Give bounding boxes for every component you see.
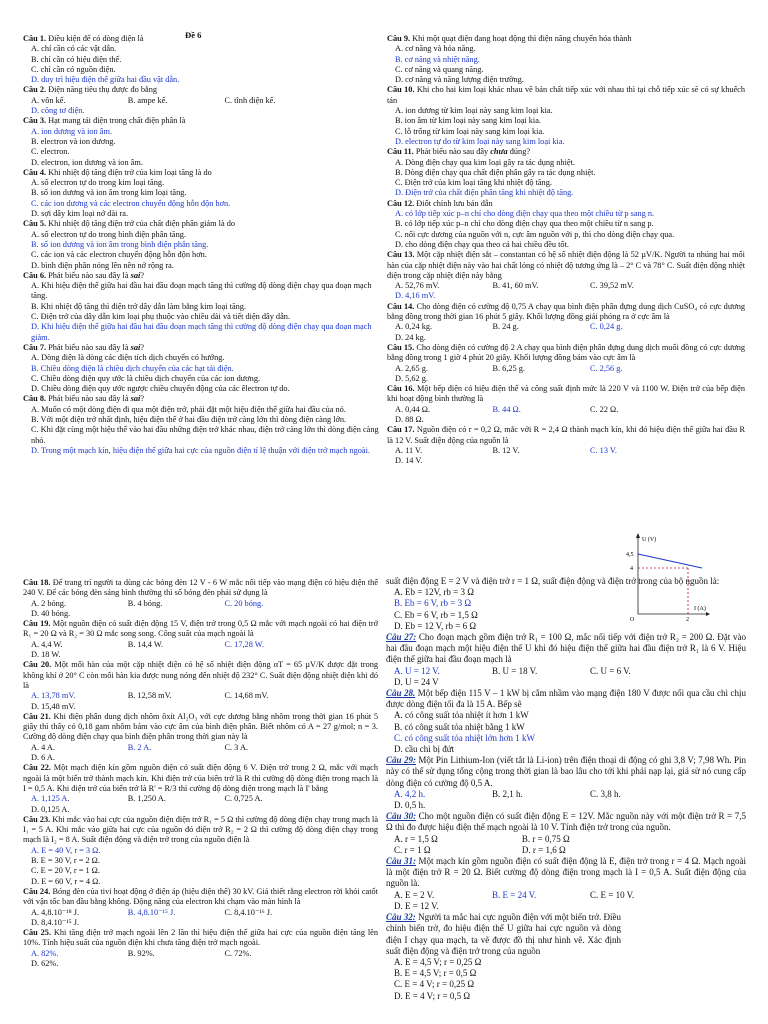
answer-option[interactable]: B. cơ năng và nhiệt năng. [395,54,480,64]
answer-option[interactable]: C. 0,725 A. [224,794,263,804]
options [386,666,746,688]
question [386,755,746,789]
question-text: Một Pin Lithium-Ion (viết tắt là Li-ion) trên điện thoại di động có ghi 3,8 V; 7,98 Wh. Pin này có thể sử dụng tổng cộng trong thời gian là bao lâu cho tới khi phải nạp lại, giả sử nó cung cấp dòng điện có cường độ 0,5 A. [386,755,746,788]
options [23,96,378,117]
answer-option[interactable]: D. 62%. [31,958,59,968]
x-axis-label: I (A) [694,606,706,612]
question-number: Câu 27: [386,632,417,643]
answer-option[interactable]: B. 2,1 h. [492,788,523,799]
question-number: Câu 13. [387,250,415,260]
question-number: Câu 18. [23,578,51,587]
question [23,271,378,281]
answer-option[interactable]: D. cầu chì bị đứt [394,744,455,755]
answer-option[interactable]: A. 13,78 mV. [31,691,76,701]
answer-option[interactable]: C. 0,24 g. [590,322,623,332]
answer-option[interactable]: D. 0,5 h. [394,800,426,811]
question-number: Câu 11. [387,147,414,157]
options [387,158,745,199]
options [386,789,746,811]
answer-option[interactable]: A. Dòng điện là dòng các điện tích dịch chuyển có hướng. [31,353,225,363]
answer-option[interactable]: A. E = 2 V. [394,889,435,900]
answer-option[interactable]: B. có lớp tiếp xúc p–n chỉ cho dòng điện chạy qua theo một chiều từ n sang p. [395,219,654,229]
answer-option[interactable]: A. Eb = 12V, rb = 3 Ω [394,587,474,598]
answer-option[interactable]: B. 92%. [127,948,155,958]
u-i-line [638,554,702,568]
question [23,168,378,178]
answer-option[interactable]: A. có công suất tỏa nhiệt ít hơn 1 kW [394,710,529,721]
question-text: Nguồn điện có r = 0,2 Ω, mắc với R = 2,4 Ω thành mạch kín, khi đó hiệu điện thế giữa hai đầu R là 12 V. Suất điện động của nguồn là [387,425,746,445]
question [23,660,378,691]
answer-option[interactable]: D. 40 bóng. [31,608,71,618]
question-text: Khi tăng điện trở mạch ngoài lên 2 lần thì hiệu điện thế giữa hai cực của nguồn điện tăng lên 10%. Tính hiệu suất của nguồn điện khi chưa tăng điện trở mạch ngoài. [23,928,378,948]
answer-option[interactable]: C. 3 A. [224,742,249,752]
options [23,353,378,394]
question-text-end: ? [140,342,144,352]
question-text: Điều kiện để có dòng điện là [46,34,144,43]
answer-option[interactable]: A. 1,125 A. [31,794,70,804]
question-number: Câu 30: [386,811,417,822]
answer-option[interactable]: B. Với một điện trở nhất định, hiệu điện thế ở hai đầu điện trở càng lớn thì dòng điện càng lớn. [31,414,347,424]
answer-option[interactable]: B. Khi nhiệt độ tăng thì điện trở dây dẫn làm bằng kim loại tăng. [31,301,246,311]
answer-option[interactable]: C. các ion dương và các electron chuyển động hỗn độn hơn. [31,198,231,208]
answer-option[interactable]: A. 0,24 kg. [395,322,433,332]
answer-option[interactable]: B. Dòng điện chạy qua chất điện phân gây ra tác dụng nhiệt. [395,167,596,177]
answer-option[interactable]: A. 82%. [31,948,59,958]
question-text: Hạt mang tải điện trong chất điện phân là [46,116,186,126]
question-text: Cho dòng điện có cường độ 2 A chạy qua bình điện phân đựng dung dịch muối đồng có cực dương bằng đồng trong 1 giờ 4 phút 20 giây. Khối lượng đồng bám vào cực âm là [387,342,745,363]
answer-option[interactable]: B. số ion dương và ion âm trong bình điện phân tăng. [31,239,209,249]
answer-option[interactable]: D. 88 Ω. [395,414,424,424]
answer-option[interactable]: C. E = 20 V, r = 1 Ω. [31,866,100,876]
question-text: Phát biểu nào sau đây [413,147,491,157]
question [23,116,378,126]
answer-option[interactable]: B. chỉ cần có hiệu điện thế. [31,54,122,64]
options [387,322,745,343]
origin-label: O [630,617,635,622]
answer-option[interactable]: C. 72%. [224,948,252,958]
question [23,928,378,949]
question-text-end: ? [140,394,144,404]
question-text: Người ta mắc hai cực nguồn điện với một biến trở. Điều chỉnh biến trở, đo hiệu điện thế U giữa hai cực nguồn và dòng điện I chạy qua mạch, ta vẽ được đồ thị như hình vẽ. Xác định suất điện động và điện trở trong của nguồn [386,912,621,956]
answer-option[interactable]: A. số electron tự do trong bình điện phân tăng. [31,229,186,239]
question [23,578,378,599]
answer-option[interactable]: D. electron, ion dương và ion âm. [31,157,143,167]
options [387,281,745,302]
options [23,908,378,929]
question-text-end: đúng? [507,147,531,157]
answer-option[interactable]: C. Chiều dòng điện quy ước là chiều dịch chuyển của các ion dương. [31,373,261,383]
question-text: Khi nhiệt độ tăng điện trở của kim loại tăng là do [46,167,212,177]
answer-option[interactable]: A. 0,44 Ω. [395,404,430,414]
question-number: Câu 16. [387,384,415,394]
answer-option[interactable]: A. có lớp tiếp xúc p–n chỉ cho dòng điện chạy qua theo một chiều từ p sang n. [395,209,655,219]
answer-option[interactable]: C. 14,68 mV. [224,691,269,701]
question [387,34,745,44]
options [386,957,621,1002]
answer-option[interactable]: A. 4 A. [31,742,55,752]
question [387,250,745,281]
answer-option[interactable]: A. ion dương và ion âm. [31,126,113,136]
question-number: Câu 21. [23,711,51,721]
question [23,712,378,743]
question-text: Phát biểu nào sau đây là [46,270,131,280]
question [23,815,378,846]
question-text: Khi mắc vào hai cực của nguồn điện điện trở R₁ = 5 Ω thì cường độ dòng điện chạy trong mạch là I₁ = 5 A. Khi mắc vào giữa hai cực của nguồn đó điện trở R₂ = 2 Ω thì cường độ dòng điện chạy trong mạch là I₂ = 8 A. Suất điện động và điện trở trong của nguồn điện là [23,814,379,845]
answer-option[interactable]: B. Chiều dòng điện là chiều dịch chuyển của các hạt tải điện. [31,363,234,373]
answer-option[interactable]: D. 14 V. [395,456,423,466]
question [23,619,378,640]
answer-option[interactable]: B. 12,58 mV. [127,691,172,701]
answer-option[interactable]: D. công tơ điện. [31,106,85,116]
options [387,364,745,385]
question [387,302,745,323]
question-text: Một cặp nhiệt điện sắt – constantan có hệ số nhiệt điện động là 52 µV/K. Người ta nhúng hai mối hàn của cặp nhiệt điện này vào hai chất lỏng có nhiệt độ tương ứng là – 2° C và 78° C. Suất điện động nhiệt điện trong cặp nhiệt điện này bằng [387,250,745,280]
options [23,846,378,887]
answer-option[interactable]: C. 39,52 mV. [590,281,634,291]
question-number: Câu 1. [23,34,47,43]
answer-option[interactable]: A. 52,76 mV. [395,281,440,291]
question-number: Câu 15. [387,342,415,352]
answer-option[interactable]: D. cơ năng và năng lượng điện trường. [395,75,524,85]
options [23,794,378,815]
answer-option[interactable]: A. E = 40 V, r = 3 Ω. [31,845,101,855]
options [23,127,378,168]
answer-option[interactable]: D. E = 4 V; r = 0,5 Ω [394,990,471,1001]
page1-left-column [23,34,378,456]
answer-option[interactable]: A. U = 12 V. [394,665,440,676]
answer-option[interactable]: A. ion dương từ kim loại này sang kim loại kia. [395,106,553,116]
options [386,890,746,912]
question-number: Câu 28. [386,688,416,699]
answer-option[interactable]: C. electron. [31,147,70,157]
question-text: Khi một quạt điện đang hoạt động thì điện năng chuyển hóa thành [410,34,632,43]
question-number: Câu 7. [23,342,47,352]
options [23,44,378,85]
answer-option[interactable]: D. E = 60 V, r = 4 Ω. [31,876,101,886]
exam-title: Đề 6 [185,30,202,40]
question-number: Câu 32: [386,912,416,923]
question-text: Khi điện phân dung dịch nhôm ôxit Al₂O₃ với cực dương bằng nhôm trong thời gian 16 phút 5 giây thì thấy có 0,18 gam nhôm bám vào cực âm của bình điện phân. Biết nhôm có A = 27 g/mol; n = 3. Cường độ dòng điện chạy qua bình điện phân trong thời gian này là [23,711,378,742]
answer-option[interactable]: A. 4,8.10⁻¹⁸ J. [31,907,80,917]
question-number: Câu 5. [23,219,47,229]
options [386,834,746,856]
answer-option[interactable]: C. Điện trở của kim loại tăng khi nhiệt độ tăng. [395,178,552,188]
options [23,743,378,764]
question-number: Câu 3. [23,116,47,126]
question-text: Khi cho hai kim loại khác nhau về bản chất tiếp xúc với nhau thì tại chỗ tiếp xúc sẽ có sự khuếch tán [387,85,746,105]
question [23,219,378,229]
question-number: Câu 6. [23,270,47,280]
question-number: Câu 17. [387,425,415,435]
question [387,147,745,157]
question [386,811,746,833]
options [23,230,378,271]
answer-option[interactable]: B. 24 g. [492,322,519,332]
question [23,763,378,794]
options [387,209,745,250]
question-number: Câu 14. [387,301,415,311]
page2-left-column [23,578,378,969]
options [387,44,745,85]
question-number: Câu 2. [23,85,47,95]
answer-option[interactable]: B. 4,8.10⁻¹⁵ J. [127,907,176,917]
answer-option[interactable]: D. 24 kg. [395,332,426,342]
page2-right-column [386,576,746,1002]
answer-option[interactable]: C. 8,4.10⁻¹⁶ J. [224,907,273,917]
options [23,405,378,456]
question [23,394,378,404]
answer-option[interactable]: D. 8,4.10⁻¹⁵ J. [31,917,80,927]
options [23,640,378,661]
question [387,85,745,106]
answer-option[interactable]: D. 15,48 mV. [31,701,76,711]
answer-option[interactable]: A. 4,4 W. [31,639,63,649]
question-number: Câu 22. [23,763,51,773]
answer-option[interactable]: C. Điện trở của dây dẫn kim loại phụ thuộc vào chiều dài và tiết diện dây dẫn. [31,312,290,322]
question-number: Câu 31: [386,856,417,867]
answer-option[interactable]: C. Eb = 6 V, rb = 1,5 Ω [394,609,478,620]
question-emphasis: chưa [490,147,508,157]
answer-option[interactable]: D. 0,125 A. [31,804,70,814]
answer-option[interactable]: C. cơ năng và quang năng. [395,64,484,74]
question-text: Một bếp điện có hiệu điện thế và công suất định mức là 220 V và 1100 W. Điện trở của bếp điện khi hoạt động bình thường là [387,384,745,404]
question-text: Một mạch điện kín gồm nguồn điện có suất điện động 6 V. Điện trở trong 2 Ω, mắc với mạch ngoài là một biến trở thành mạch kín. Khi điện trở của biến trở là R thì cường độ dòng điện trong mạch là I = 0,5 A. Khi điện trở của biến trở là R' = R/3 thì cường độ dòng điện trong mạch là I' bằng [23,763,379,793]
y-axis-label: U (V) [642,537,657,543]
question-text: Một nguồn điện có suất điện động 15 V, điện trở trong 0,5 Ω mắc với mạch ngoài có hai điện trở R₁ = 20 Ω và R₂ = 30 Ω mắc song song. Công suất của mạch ngoài là [23,619,379,639]
answer-option[interactable]: B. ampe kế. [127,95,168,105]
y-tick-high: 4,5 [626,552,634,558]
question-text: Điện năng tiêu thụ được đo bằng [46,85,158,95]
question-text: Bóng đèn của tivi hoạt động ở điện áp (hiệu điện thế) 30 kV. Giả thiết rằng electron rời khỏi catốt với vận tốc ban đầu bằng không. Động năng của electron khi chạm vào màn hình là [23,886,378,907]
answer-option[interactable]: A. Muốn có một dòng điện đi qua một điện trở, phải đặt một hiệu điện thế giữa hai đầu của nó. [31,404,346,414]
question-number: Câu 4. [23,167,47,177]
question [387,384,745,405]
question-emphasis: sai [130,342,141,352]
answer-option[interactable]: C. 17,28 W. [224,639,264,649]
question [387,343,745,364]
question [386,856,746,890]
y-axis-arrow [636,533,640,538]
answer-option[interactable]: A. cơ năng và hóa năng. [395,44,476,54]
answer-option[interactable]: C. 3,8 h. [590,788,621,799]
answer-option[interactable]: A. 2,65 g. [395,363,428,373]
answer-option[interactable]: C. nối cực dương của nguồn với n, cực âm nguồn với p, thì cho dòng điện chạy qua. [395,229,675,239]
answer-option[interactable]: D. Eb = 12 V, rb = 6 Ω [394,620,477,631]
question-number: Câu 25. [23,928,52,938]
u-i-graph [626,532,710,622]
question-text: Để trang trí người ta dùng các bóng đèn 12 V - 6 W mắc nối tiếp vào mạng điện có hiệu điện thế 240 V. Để các bóng đèn sáng bình thường thì số bóng đèn phải sử dụng là [23,578,379,598]
answer-option[interactable]: C. E = 4 V; r = 0,25 Ω [394,979,475,990]
options [23,949,378,970]
question-emphasis: sai [130,394,141,404]
answer-option[interactable]: C. 22 Ω. [590,404,619,414]
answer-option[interactable]: D. sợi dây kim loại nở dài ra. [31,209,129,219]
question-text: Phát biểu nào sau đây là [46,342,131,352]
question-number: Câu 29: [386,755,416,766]
answer-option[interactable]: C. 13 V. [590,445,617,455]
question-text: Một mối hàn của một cặp nhiệt điện có hệ số nhiệt điện động αT = 65 µV/K được đặt trong không khí ở 20° C còn mối hàn kia được nung nóng đến nhiệt độ 232° C. Suất điện động nhiệt điện khi đó là [23,660,378,690]
answer-option[interactable]: B. r = 0,75 Ω [521,833,570,844]
question-text: Khi nhiệt độ tăng điện trở của chất điện phân giảm là do [46,219,236,229]
question-text: Một mạch kín gồm nguồn điện có suất điện động là E, điện trở trong r = 4 Ω. Mạch ngoài là một điện trở R = 20 Ω. Biết cường độ dòng điện trong mạch là I = 0,5 A. Suất điện động của nguồn là. [386,856,746,889]
answer-option[interactable]: B. có công suất tỏa nhiệt bằng 1 kW [394,721,525,732]
answer-option[interactable]: C. chỉ cần có nguồn điện. [31,64,116,74]
answer-option[interactable]: A. E = 4,5 V; r = 0,25 Ω [394,956,482,967]
x-tick: 2 [686,617,689,622]
answer-option[interactable]: D. r = 1,6 Ω [521,844,566,855]
answer-option[interactable]: D. duy trì hiệu điện thế giữa hai đầu vật dẫn. [31,75,180,85]
answer-option[interactable]: B. 14,4 W. [127,639,164,649]
options [23,178,378,219]
answer-option[interactable]: A. 11 V. [395,445,423,455]
answer-option[interactable]: D. Điện trở của chất điện phân tăng khi nhiệt độ tăng. [395,188,574,198]
answer-option[interactable]: B. E = 30 V, r = 2 Ω. [31,856,100,866]
question-number: Câu 12. [387,198,415,208]
answer-option[interactable]: B. số ion dương và ion âm trong kim loại tăng. [31,188,187,198]
question [23,343,378,353]
question [23,85,378,95]
question-number: Câu 19. [23,619,51,629]
question-text: Một bếp điện 115 V – 1 kW bị cắm nhầm vào mạng điện 180 V được nối qua cầu chì chịu được dòng điện tối đa là 15 A. Bếp sẽ [386,688,746,710]
question-number: Câu 9. [387,34,411,43]
answer-option[interactable]: B. 1,250 A. [127,794,166,804]
options [387,106,745,147]
answer-option[interactable]: C. các ion và các electron chuyển động hỗn độn hơn. [31,250,207,260]
answer-option[interactable]: A. 4,2 h. [394,788,426,799]
answer-option[interactable]: A. vôn kế. [31,95,66,105]
answer-option[interactable]: B. E = 24 V. [492,889,537,900]
options [23,691,378,712]
answer-option[interactable]: A. chỉ cần có các vật dẫn. [31,44,117,54]
answer-option[interactable]: C. r = 1 Ω [394,844,431,855]
answer-option[interactable]: C. có công suất tỏa nhiệt lớn hơn 1 kW [394,732,535,743]
question-number: Câu 24. [23,886,51,896]
question-number: Câu 8. [23,394,47,404]
answer-option[interactable]: B. 2 A. [127,742,152,752]
question-number: Câu 23. [23,814,51,824]
answer-option[interactable]: C. E = 10 V. [590,889,635,900]
answer-option[interactable]: C. U = 6 V. [590,665,631,676]
y-tick-low: 4 [630,566,633,572]
question-text: Phát biểu nào sau đây là [46,394,131,404]
answer-option[interactable]: D. E = 12 V. [394,900,439,911]
answer-option[interactable]: D. 6 A. [31,753,55,763]
answer-option[interactable]: B. 4 bóng. [127,598,163,608]
options [23,281,378,343]
answer-option[interactable]: A. Khi hiệu điện thế giữa hai đầu hai đầu đoạn mạch tăng thì cường độ dòng điện chạy qua đoạn mạch tăng. [31,281,372,301]
answer-option[interactable]: C. 20 bóng. [224,598,264,608]
answer-option[interactable]: D. Khi hiệu điện thế giữa hai đầu hai đầu đoạn mạch tăng thì cường độ dòng điện chạy qua đoạn mạch giảm. [31,322,372,342]
question [386,912,621,957]
answer-option[interactable]: D. U = 24 V [394,676,439,687]
x-axis-arrow [706,612,710,616]
answer-option[interactable]: B. 6,25 g. [492,363,525,373]
question [387,199,745,209]
question-text: Điốt chỉnh lưu bán dẫn [414,198,493,208]
answer-option[interactable]: D. 18 W. [31,650,61,660]
question [23,34,378,44]
answer-option[interactable]: B. 44 Ω. [492,404,521,414]
answer-option[interactable]: D. Chiều dòng điện quy ước ngược chiều chuyển động của các êlectron tự do. [31,384,290,394]
options [387,446,745,467]
answer-option[interactable]: B. ion âm từ kim loại này sang kim loại kia. [395,116,541,126]
question-text-end: ? [140,270,144,280]
question-text: Cho đoạn mạch gồm điện trở R₁ = 100 Ω, mắc nối tiếp với điện trở R₂ = 200 Ω. Đặt vào hai đầu đoạn mạch một hiệu điện thế U khi đó hiệu điện thế giữa hai đầu điện trở R₁ là 6 V. Hiệu điện thế giữa hai đầu đoạn mạch là [386,632,746,665]
answer-option[interactable]: A. Dòng điện chạy qua kim loại gây ra tác dụng nhiệt. [395,157,575,167]
page1-right-column [387,34,745,466]
answer-option[interactable]: B. 12 V. [492,445,520,455]
options [387,405,745,426]
answer-option[interactable]: A. số electron tự do trong kim loại tăng. [31,178,165,188]
answer-option[interactable]: B. E = 4,5 V; r = 0,5 Ω [394,968,477,979]
answer-option[interactable]: C. tĩnh điện kế. [224,95,276,105]
answer-option[interactable]: D. Trong một mạch kín, hiệu điện thế giữa hai cực của nguồn điện tỉ lệ thuận với điện trở mạch ngoài. [31,445,370,455]
question [23,887,378,908]
options [386,710,746,755]
answer-option[interactable]: D. bình điện phân nóng lên nên nở rộng ra. [31,260,174,270]
answer-option[interactable]: A. 2 bóng. [31,598,67,608]
question-number: Câu 10. [387,85,415,95]
question-text: Cho một nguồn điện có suất điện động E = 12V. Mắc nguồn này với một điện trở R = 7,5 Ω thì đo được hiệu điện thế mạch ngoài là 10 V. Tính điện trở trong của nguồn. [386,811,746,833]
answer-option[interactable]: D. 4,16 mV. [395,291,436,301]
answer-option[interactable]: C. Khi đặt cùng một hiệu thế vào hai đầu những điện trở khác nhau, điện trở càng lớn thì dòng điện càng nhỏ. [31,425,379,445]
answer-option[interactable]: D. 5,62 g. [395,373,428,383]
answer-option[interactable]: C. 2,56 g. [590,363,623,373]
answer-option[interactable]: B. 41, 60 mV. [492,281,539,291]
answer-option[interactable]: D. electron tự do từ kim loại này sang kim loại kia. [395,136,565,146]
answer-option[interactable]: B. electron và ion dương. [31,136,116,146]
question-text: suất điện động E = 2 V và điện trở r = 1 Ω, suất điện động và điện trở trong của bộ nguồn là: [386,576,720,586]
answer-option[interactable]: C. lỗ trống từ kim loại này sang kim loại kia. [395,126,545,136]
answer-option[interactable]: B. Eb = 6 V, rb = 3 Ω [394,598,472,609]
question-emphasis: sai [130,270,141,280]
answer-option[interactable]: A. r = 1,5 Ω [394,833,438,844]
question-number: Câu 20. [23,660,52,670]
options [23,599,378,620]
answer-option[interactable]: D. cho dòng điện chạy qua theo cả hai chiều đều tốt. [395,239,569,249]
question [386,632,746,666]
question-text: Cho dòng điện có cường độ 0,75 A chạy qua bình điện phân đựng dung dịch CuSO₄ có cực dương bằng đồng trong thời gian 16 phút 5 giây. Khối lượng đồng giải phóng ra ở cực âm là [387,301,746,322]
answer-option[interactable]: B. U = 18 V. [492,665,538,676]
question [386,688,746,710]
question [387,425,745,446]
